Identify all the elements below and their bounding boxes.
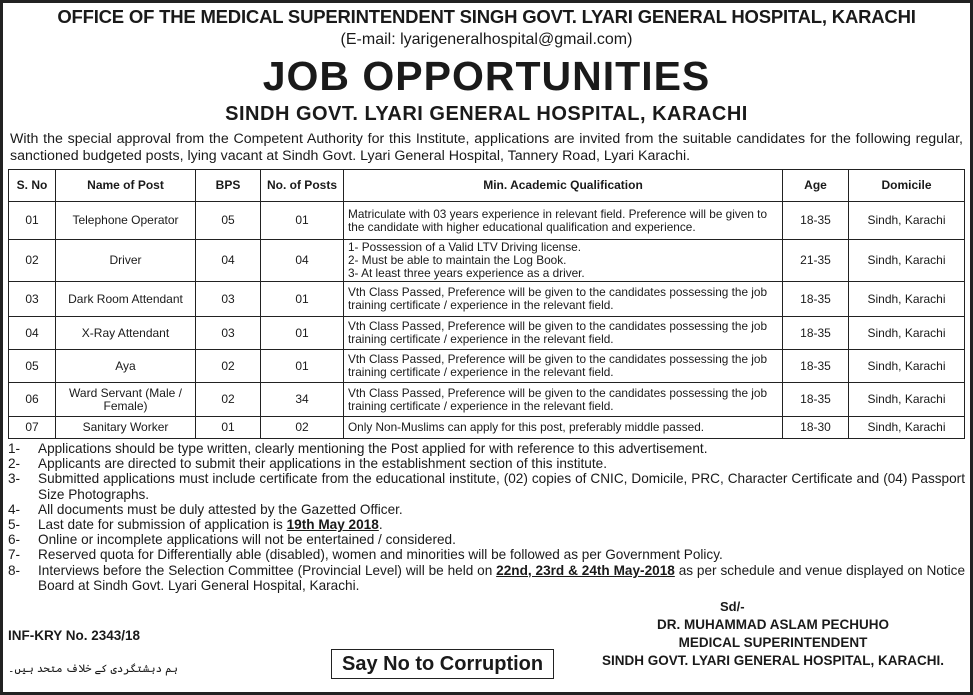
note-text <box>38 502 965 517</box>
cell-sno: 04 <box>9 317 56 350</box>
note-date: 19th May 2018 <box>286 517 379 533</box>
urdu-slogan: ہم دہشتگردی کے خلاف متحد ہیں۔ <box>8 663 178 676</box>
cell-post: X-Ray Attendant <box>56 317 196 350</box>
page-heading: JOB OPPORTUNITIES <box>262 53 711 99</box>
note-item <box>8 517 965 532</box>
intro-paragraph: With the special approval from the Competent Authority for this Institute, applications are invited from the suitable candidates for the following regular, sanctioned budgeted posts, lying vacant at Sindh Govt. Lyari General Hospital, Tannery Road, Lyari Karachi. <box>10 131 963 164</box>
cell-age: 18-35 <box>783 317 849 350</box>
cell-posts: 02 <box>261 417 344 439</box>
cell-domicile: Sindh, Karachi <box>849 383 965 417</box>
cell-bps: 05 <box>196 202 261 240</box>
note-item <box>8 471 965 501</box>
cell-age: 18-35 <box>783 282 849 317</box>
col-posts: No. of Posts <box>261 170 344 202</box>
cell-post: Ward Servant (Male / Female) <box>56 383 196 417</box>
cell-post: Aya <box>56 350 196 383</box>
signatory-block <box>583 616 963 670</box>
table-row <box>9 240 965 282</box>
cell-bps: 03 <box>196 282 261 317</box>
note-body: All documents must be duly attested by the Gazetted Officer. <box>38 501 403 517</box>
note-number: 8- <box>8 562 21 578</box>
cell-post: Driver <box>56 240 196 282</box>
cell-post: Sanitary Worker <box>56 417 196 439</box>
signature-mark: Sd/- <box>720 599 745 615</box>
cell-age: 18-35 <box>783 383 849 417</box>
note-number: 7- <box>8 547 21 563</box>
note-body: Last date for submission of application is <box>38 517 287 533</box>
col-bps: BPS <box>196 170 261 202</box>
cell-age: 18-30 <box>783 417 849 439</box>
cell-sno: 07 <box>9 417 56 439</box>
cell-qualification: Vth Class Passed, Preference will be given to the candidates possessing the job training certificate / experience in the relevant field. <box>344 282 783 317</box>
cell-bps: 02 <box>196 350 261 383</box>
col-sno: S. No <box>9 170 56 202</box>
note-text <box>38 563 965 593</box>
table-row <box>9 282 965 317</box>
col-domicile: Domicile <box>849 170 965 202</box>
note-number: 4- <box>8 501 21 517</box>
table-row <box>9 417 965 439</box>
cell-sno: 02 <box>9 240 56 282</box>
note-text <box>38 471 965 501</box>
note-number: 6- <box>8 532 21 548</box>
cell-bps: 03 <box>196 317 261 350</box>
vacancy-table <box>8 169 965 439</box>
note-text <box>38 456 965 471</box>
cell-qualification: Vth Class Passed, Preference will be given to the candidates possessing the job training certificate / experience in the relevant field. <box>344 383 783 417</box>
note-body: Reserved quota for Differentially able (disabled), women and minorities will be followed as per Government Policy. <box>38 547 723 563</box>
cell-posts: 04 <box>261 240 344 282</box>
office-title: OFFICE OF THE MEDICAL SUPERINTENDENT SINGH GOVT. LYARI GENERAL HOSPITAL, KARACHI <box>57 6 916 27</box>
table-row <box>9 317 965 350</box>
col-qualification: Min. Academic Qualification <box>344 170 783 202</box>
note-body: Submitted applications must include certificate from the educational institute, (02) copies of CNIC, Domicile, PRC, Character Certificate and (04) Passport Size Photographs. <box>38 471 965 502</box>
cell-domicile: Sindh, Karachi <box>849 350 965 383</box>
footer <box>8 599 965 685</box>
note-text <box>38 517 965 532</box>
note-number: 5- <box>8 517 21 533</box>
table-row <box>9 202 965 240</box>
reference-number: INF-KRY No. 2343/18 <box>8 628 141 644</box>
note-item <box>8 532 965 547</box>
cell-domicile: Sindh, Karachi <box>849 240 965 282</box>
cell-sno: 03 <box>9 282 56 317</box>
corruption-slogan: Say No to Corruption <box>331 649 554 679</box>
hospital-subheading: SINDH GOVT. LYARI GENERAL HOSPITAL, KARACHI <box>225 103 748 125</box>
signatory-org: SINDH GOVT. LYARI GENERAL HOSPITAL, KARACHI. <box>601 653 945 669</box>
note-number: 2- <box>8 456 21 472</box>
cell-sno: 01 <box>9 202 56 240</box>
table-header-row <box>9 170 965 202</box>
note-item <box>8 456 965 471</box>
note-text <box>38 547 965 562</box>
cell-sno: 06 <box>9 383 56 417</box>
cell-bps: 02 <box>196 383 261 417</box>
cell-post: Telephone Operator <box>56 202 196 240</box>
note-body: Applicants are directed to submit their applications in the establishment section of this institute. <box>38 456 607 472</box>
note-text <box>38 532 965 547</box>
cell-posts: 01 <box>261 282 344 317</box>
note-date: 22nd, 23rd & 24th May-2018 <box>496 562 675 578</box>
cell-post: Dark Room Attendant <box>56 282 196 317</box>
note-item <box>8 502 965 517</box>
cell-age: 18-35 <box>783 202 849 240</box>
cell-qualification: Matriculate with 03 years experience in relevant field. Preference will be given to the candidate with higher educational qualification and experience. <box>344 202 783 240</box>
note-tail: . <box>378 517 383 533</box>
cell-posts: 34 <box>261 383 344 417</box>
cell-qualification: 1- Possession of a Valid LTV Driving license. 2- Must be able to maintain the Log Book. 3- At least three years experience as a driver. <box>344 240 783 282</box>
cell-domicile: Sindh, Karachi <box>849 417 965 439</box>
note-body: Interviews before the Selection Committee (Provincial Level) will be held on <box>38 562 497 578</box>
note-tail: as per schedule and venue displayed on Notice Board at Sindh Govt. Lyari General Hospital, Karachi. <box>38 562 965 593</box>
note-item <box>8 563 965 593</box>
cell-qualification: Vth Class Passed, Preference will be given to the candidates possessing the job training certificate / experience in the relevant field. <box>344 350 783 383</box>
note-body: Online or incomplete applications will not be entertained / considered. <box>38 532 456 548</box>
note-body: Applications should be type written, clearly mentioning the Post applied for with reference to this advertisement. <box>38 441 708 456</box>
cell-sno: 05 <box>9 350 56 383</box>
note-item <box>8 441 965 456</box>
cell-posts: 01 <box>261 350 344 383</box>
cell-age: 18-35 <box>783 350 849 383</box>
note-text <box>38 441 965 456</box>
cell-domicile: Sindh, Karachi <box>849 202 965 240</box>
cell-qualification: Only Non-Muslims can apply for this post, preferably middle passed. <box>344 417 783 439</box>
note-number: 1- <box>8 441 21 456</box>
signatory-name: DR. MUHAMMAD ASLAM PECHUHO <box>657 617 889 633</box>
table-row <box>9 383 965 417</box>
signatory-designation: MEDICAL SUPERINTENDENT <box>678 635 868 651</box>
cell-bps: 04 <box>196 240 261 282</box>
cell-domicile: Sindh, Karachi <box>849 317 965 350</box>
col-post: Name of Post <box>56 170 196 202</box>
cell-age: 21-35 <box>783 240 849 282</box>
email-line: (E-mail: lyarigeneralhospital@gmail.com) <box>340 31 633 48</box>
table-row <box>9 350 965 383</box>
instructions-list <box>8 441 965 593</box>
cell-qualification: Vth Class Passed, Preference will be given to the candidates possessing the job training certificate / experience in the relevant field. <box>344 317 783 350</box>
cell-posts: 01 <box>261 202 344 240</box>
col-age: Age <box>783 170 849 202</box>
note-number: 3- <box>8 471 21 487</box>
cell-bps: 01 <box>196 417 261 439</box>
note-item <box>8 547 965 562</box>
cell-posts: 01 <box>261 317 344 350</box>
cell-domicile: Sindh, Karachi <box>849 282 965 317</box>
